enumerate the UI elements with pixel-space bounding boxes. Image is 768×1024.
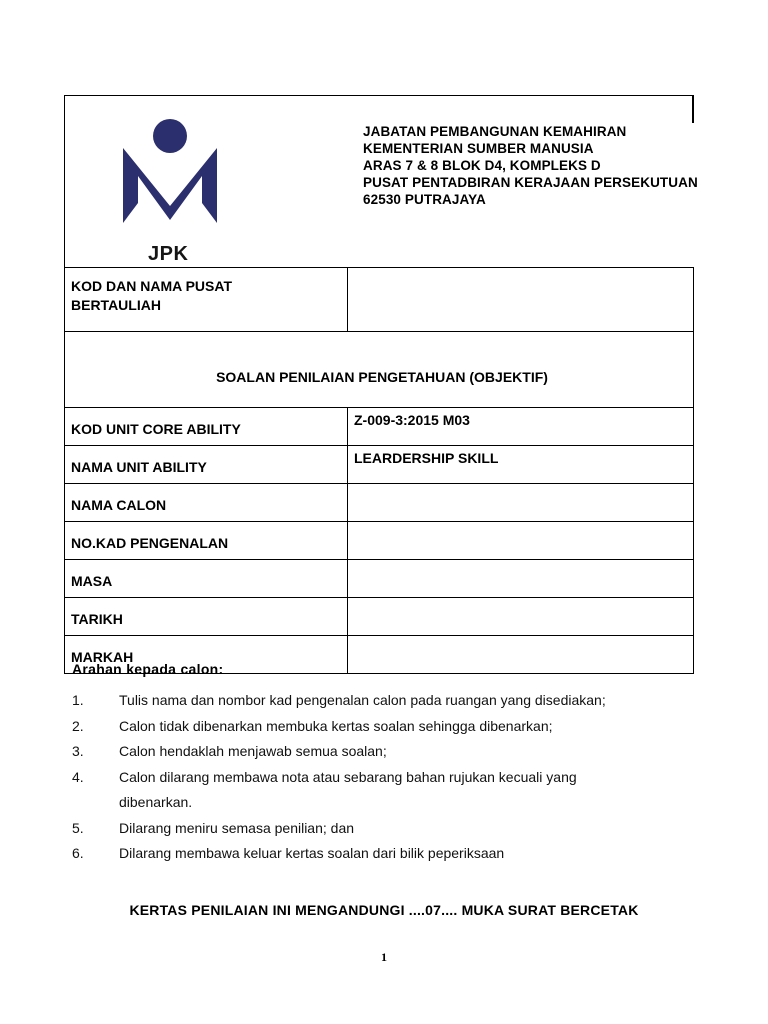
page-count-note: KERTAS PENILAIAN INI MENGANDUNGI ....07.... MUKA SURAT BERCETAK xyxy=(129,902,639,918)
list-item-number: 1. xyxy=(72,692,84,708)
list-item-number: 5. xyxy=(72,820,84,836)
pusat-value-field[interactable] xyxy=(348,268,694,332)
list-item-text: Tulis nama dan nombor kad pengenalan calon pada ruangan yang disediakan; xyxy=(119,692,606,708)
list-item-text: Dilarang membawa keluar kertas soalan dari bilik peperiksaan xyxy=(119,845,505,861)
list-item-number: 3. xyxy=(72,743,84,759)
nama-calon-field[interactable] xyxy=(348,484,694,522)
section-title: SOALAN PENILAIAN PENGETAHUAN (OBJEKTIF) xyxy=(65,332,694,408)
table-row xyxy=(65,560,694,598)
tarikh-field[interactable] xyxy=(348,598,694,636)
kad-pengenalan-field[interactable] xyxy=(348,522,694,560)
instructions-title: Arahan kepada calon: xyxy=(72,661,224,677)
list-item-text: Calon hendaklah menjawab semua soalan; xyxy=(119,743,387,759)
field-label: TARIKH xyxy=(65,598,348,636)
jpk-logo-icon xyxy=(118,118,222,263)
address-line: JABATAN PEMBANGUNAN KEMAHIRAN xyxy=(363,124,627,139)
list-item-number: 2. xyxy=(72,718,84,734)
kod-unit-value[interactable]: Z-009-3:2015 M03 xyxy=(348,408,694,446)
list-item-text: Dilarang meniru semasa penilian; dan xyxy=(119,820,355,836)
list-item-text: Calon tidak dibenarkan membuka kertas soalan sehingga dibenarkan; xyxy=(119,718,553,734)
table-row xyxy=(65,598,694,636)
field-label: KOD UNIT CORE ABILITY xyxy=(65,408,348,446)
pusat-label-line: KOD DAN NAMA PUSAT xyxy=(71,278,232,294)
field-label: MASA xyxy=(65,560,348,598)
table-row xyxy=(65,484,694,522)
masa-field[interactable] xyxy=(348,560,694,598)
table-row xyxy=(65,408,694,446)
list-item-number: 4. xyxy=(72,769,84,785)
pusat-label xyxy=(65,268,348,332)
field-label: NAMA UNIT ABILITY xyxy=(65,446,348,484)
field-label: NO.KAD PENGENALAN xyxy=(65,522,348,560)
list-item-number: 6. xyxy=(72,845,84,861)
address-line: KEMENTERIAN SUMBER MANUSIA xyxy=(363,141,594,156)
header-border-tick xyxy=(692,95,694,123)
logo-text: JPK xyxy=(148,243,189,265)
address-line: 62530 PUTRAJAYA xyxy=(363,192,486,207)
field-label: MARKAH xyxy=(65,636,348,674)
table-row xyxy=(65,522,694,560)
markah-field[interactable] xyxy=(348,636,694,674)
nama-unit-value[interactable]: LEARDERSHIP SKILL xyxy=(348,446,694,484)
table-row xyxy=(65,268,694,332)
table-row xyxy=(65,332,694,408)
list-item-text: Calon dilarang membawa nota atau sebarang bahan rujukan kecuali yang xyxy=(119,769,577,785)
field-label: NAMA CALON xyxy=(65,484,348,522)
address-line: PUSAT PENTADBIRAN KERAJAAN PERSEKUTUAN xyxy=(363,175,698,190)
agency-address xyxy=(363,123,698,208)
pusat-label-line: BERTAULIAH xyxy=(71,297,161,313)
address-line: ARAS 7 & 8 BLOK D4, KOMPLEKS D xyxy=(363,158,601,173)
table-row xyxy=(65,446,694,484)
assessment-form-table xyxy=(64,267,694,674)
page-number: 1 xyxy=(381,950,387,964)
list-item-text: dibenarkan. xyxy=(119,794,193,810)
